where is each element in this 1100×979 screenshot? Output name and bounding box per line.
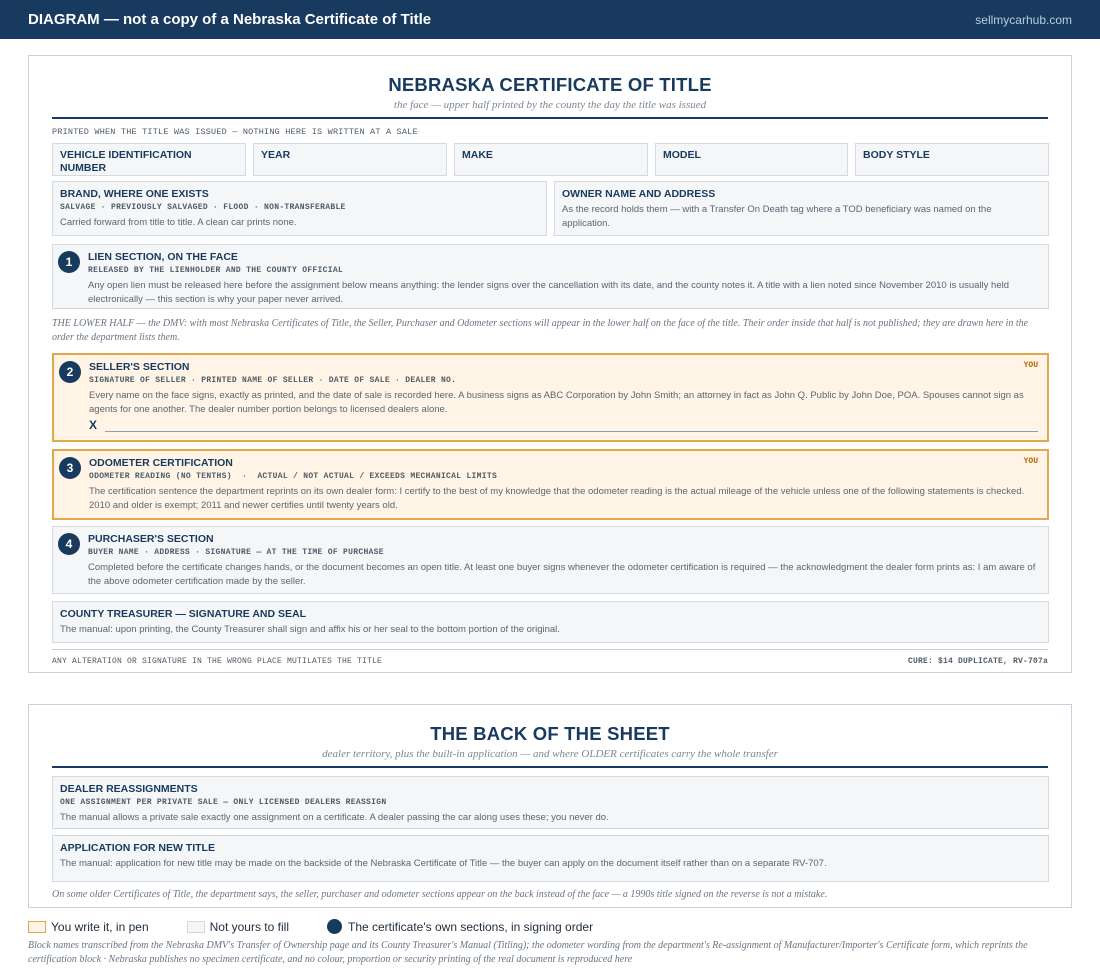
site-name: sellmycarhub.com (975, 12, 1072, 27)
top-banner (0, 0, 1100, 39)
treasurer-box (52, 601, 1049, 643)
owner-text: As the record holds them — with a Transfer On Death tag where a TOD beneficiary was named on the application. (562, 204, 992, 229)
you-tag: YOU (1023, 361, 1038, 370)
application-box (52, 835, 1049, 882)
field-vin (52, 143, 246, 176)
field-label: BODY STYLE (863, 149, 930, 161)
field-label: MODEL (663, 149, 701, 161)
odometer-section (52, 449, 1049, 520)
field-body-style (855, 143, 1049, 176)
purchaser-label: PURCHASER'S SECTION (88, 533, 214, 545)
brand-text: Carried forward from title to title. A clean car prints none. (60, 217, 297, 228)
brand-label: BRAND, WHERE ONE EXISTS (60, 188, 209, 200)
brand-sub: SALVAGE · PREVIOUSLY SALVAGED · FLOOD · NON-TRANSFERABLE (60, 203, 346, 212)
field-model (655, 143, 848, 176)
legend-swatch-you (28, 921, 46, 933)
odometer-sub: ODOMETER READING (NO TENTHS) · ACTUAL / NOT ACTUAL / EXCEEDS MECHANICAL LIMITS (89, 472, 498, 481)
dealer-text: The manual allows a private sale exactly one assignment on a certificate. A dealer passing the car along uses these; you never do. (60, 812, 609, 823)
back-title: THE BACK OF THE SHEET (430, 723, 670, 744)
older-certificates-note: On some older Certificates of Title, the department says, the seller, purchaser and odometer sections appear on the back instead of the face — a 1990s title signed on the reverse is not a mistake. (52, 889, 828, 900)
purchaser-section (52, 526, 1049, 594)
application-text: The manual: application for new title may be made on the backside of the Nebraska Certificate of Title — the buyer can apply on the document itself rather than on a separate RV-707. (60, 858, 827, 869)
seller-section (52, 353, 1049, 442)
section-number: 2 (59, 361, 81, 383)
odometer-text: The certification sentence the department reprints on its own dealer form: I certify to the best of my knowledge that the odometer reading is the actual mileage of the vehicle unless one of the following statements is checked. 2010 and older is exempt; 2011 and newer certifies until twenty years old. (89, 486, 1025, 511)
section-number: 1 (58, 251, 80, 273)
seller-text: Every name on the face signs, exactly as printed, and the date of sale is recorded here. A business signs as ABC Corporation by John Smith; an attorney in fact as John Q. Public by John Doe, POA. Spouses cannot sign as agents for one another. The dealer number portion belongs to licensed dealers alone. (89, 390, 1024, 415)
lien-section (52, 244, 1049, 309)
odometer-label: ODOMETER CERTIFICATION (89, 457, 233, 469)
seller-sub: SIGNATURE OF SELLER · PRINTED NAME OF SELLER · DATE OF SALE · DEALER NO. (89, 376, 457, 385)
footer-warning: ANY ALTERATION OR SIGNATURE IN THE WRONG PLACE MUTILATES THE TITLE (52, 657, 383, 666)
back-subtitle: dealer territory, plus the built-in application — and where OLDER certificates carry the whole transfer (322, 748, 778, 760)
dealer-sub: ONE ASSIGNMENT PER PRIVATE SALE — ONLY LICENSED DEALERS REASSIGN (60, 798, 387, 807)
field-label: YEAR (261, 149, 291, 161)
certificate-face (28, 55, 1072, 673)
section-number: 3 (59, 457, 81, 479)
printed-note: PRINTED WHEN THE TITLE WAS ISSUED — NOTHING HERE IS WRITTEN AT A SALE (52, 127, 418, 137)
face-subtitle: the face — upper half printed by the county the day the title was issued (393, 99, 707, 111)
back-header (52, 705, 1048, 768)
dealer-reassignments-box (52, 776, 1049, 829)
treasurer-text: The manual: upon printing, the County Treasurer shall sign and affix his or her seal to the bottom portion of the original. (60, 624, 560, 635)
footer-divider (52, 649, 1048, 650)
legend-you (28, 920, 149, 934)
purchaser-sub: BUYER NAME · ADDRESS · SIGNATURE — AT THE TIME OF PURCHASE (88, 548, 384, 557)
legend-sections (327, 919, 593, 934)
legend-label: Not yours to fill (209, 919, 289, 934)
signature-rule (105, 423, 1038, 432)
lower-half-note: THE LOWER HALF — the DMV: with most Nebraska Certificates of Title, the Seller, Purchaser and Odometer sections will appear in the lower half on the face of the title. Their order inside that half is not published; they are drawn here in the order the department lists them. (52, 318, 1029, 343)
seller-label: SELLER'S SECTION (89, 361, 190, 373)
you-tag: YOU (1023, 457, 1038, 466)
purchaser-text: Completed before the certificate changes hands, or the document becomes an open title. At least one buyer signs whenever the odometer certification is required — the acknowledgment the dealer form prints as: I am aware of the above odometer certification made by the seller. (88, 562, 1036, 587)
legend-not-yours (187, 920, 289, 934)
lien-label: LIEN SECTION, ON THE FACE (88, 251, 238, 263)
signature-line (89, 418, 1038, 432)
signature-x: X (89, 418, 98, 432)
certificate-back (28, 704, 1072, 908)
legend-label: You write it, in pen (51, 919, 149, 934)
face-title: NEBRASKA CERTIFICATE OF TITLE (388, 74, 712, 95)
dealer-label: DEALER REASSIGNMENTS (60, 783, 198, 795)
brand-box (52, 181, 547, 236)
application-label: APPLICATION FOR NEW TITLE (60, 842, 215, 854)
legend-label: The certificate's own sections, in signing order (347, 919, 594, 934)
face-header (52, 56, 1048, 119)
legend (28, 919, 631, 934)
footer-cure: CURE: $14 DUPLICATE, RV-707a (907, 657, 1048, 666)
legend-swatch-sections (327, 919, 342, 934)
section-number: 4 (58, 533, 80, 555)
source-note: Block names transcribed from the Nebraska DMV's Transfer of Ownership page and its County Treasurer's Manual (Titling); the odometer wording from the department's Re-assignment of Manufacturer/Importer's Certificate form, which reprints the certification block · Nebraska publishes no specimen certificate, and no colour, proportion or security printing of the real document is reproduced here (28, 940, 1028, 965)
field-year (253, 143, 447, 176)
field-make (454, 143, 648, 176)
legend-swatch-not-yours (187, 921, 205, 933)
field-label: MAKE (462, 149, 493, 161)
banner-title: DIAGRAM — not a copy of a Nebraska Certificate of Title (28, 11, 432, 28)
owner-box (554, 181, 1049, 236)
field-label: VEHICLE IDENTIFICATION NUMBER (60, 149, 192, 174)
lien-sub: RELEASED BY THE LIENHOLDER AND THE COUNTY OFFICIAL (88, 266, 344, 275)
lien-text: Any open lien must be released here before the assignment below means anything: the lender signs over the cancellation with its date, and the county notes it. A title with a lien noted since November 2010 is usually held electronically — this section is why your paper never arrived. (88, 280, 1009, 305)
treasurer-label: COUNTY TREASURER — SIGNATURE AND SEAL (60, 608, 306, 620)
owner-label: OWNER NAME AND ADDRESS (562, 188, 716, 200)
